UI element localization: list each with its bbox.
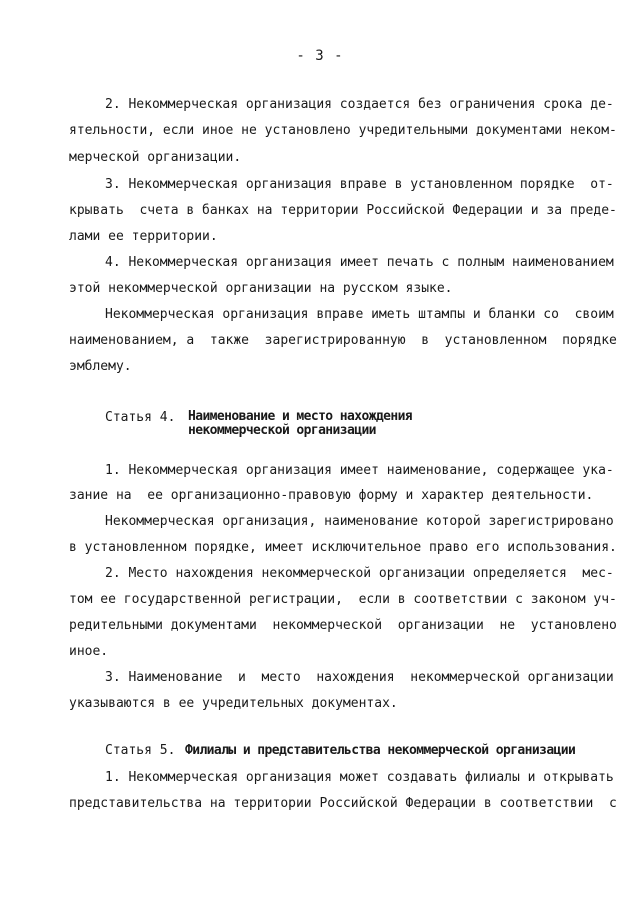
text-line: эмблему.	[69, 359, 132, 374]
text-line: крывать счета в банках на территории Российской Федерации и за преде-	[69, 203, 617, 218]
text-line: Некоммерческая организация вправе иметь штампы и бланки со своим	[105, 307, 614, 322]
article-4-title-line2: некоммерческой организации	[188, 423, 376, 438]
text-line: 1. Некоммерческая организация может создавать филиалы и открывать	[105, 770, 614, 785]
text-line: в установленном порядке, имеет исключительное право его использования.	[69, 540, 617, 555]
text-line: 2. Место нахождения некоммерческой организации определяется мес-	[105, 566, 614, 581]
text-line: представительства на территории Российской Федерации в соответствии с	[69, 796, 617, 811]
text-line: иное.	[69, 644, 109, 659]
text-line: 3. Наименование и место нахождения некоммерческой организации	[105, 670, 614, 685]
text-line: 3. Некоммерческая организация вправе в установленном порядке от-	[105, 177, 614, 192]
page-number: - 3 -	[296, 48, 344, 64]
text-line: 1. Некоммерческая организация имеет наименование, содержащее ука-	[105, 463, 614, 478]
text-line: Некоммерческая организация, наименование которой зарегистрировано	[105, 514, 614, 529]
article-4-title-line1: Наименование и место нахождения	[188, 409, 413, 424]
text-line: 4. Некоммерческая организация имеет печать с полным наименованием	[105, 255, 614, 270]
text-line: том ее государственной регистрации, если в соответствии с законом уч-	[69, 592, 617, 607]
text-line: редительными документами некоммерческой организации не установлено	[69, 618, 617, 633]
article-5-title: Филиалы и представительства некоммерческой организации	[185, 743, 576, 758]
article-5-label: Статья 5.	[105, 743, 176, 758]
text-line: лами ее территории.	[69, 229, 218, 244]
text-line: указываются в ее учредительных документах.	[69, 696, 398, 711]
text-line: этой некоммерческой организации на русском языке.	[69, 281, 453, 296]
text-line: наименованием, а также зарегистрированную в установленном порядке	[69, 333, 617, 348]
text-line: ятельности, если иное не установлено учредительными документами неком-	[69, 123, 617, 138]
text-line: 2. Некоммерческая организация создается без ограничения срока де-	[105, 97, 614, 112]
text-line: зание на ее организационно-правовую форму и характер деятельности.	[69, 488, 594, 503]
text-line: мерческой организации.	[69, 150, 242, 165]
article-4-label: Статья 4.	[105, 410, 176, 425]
